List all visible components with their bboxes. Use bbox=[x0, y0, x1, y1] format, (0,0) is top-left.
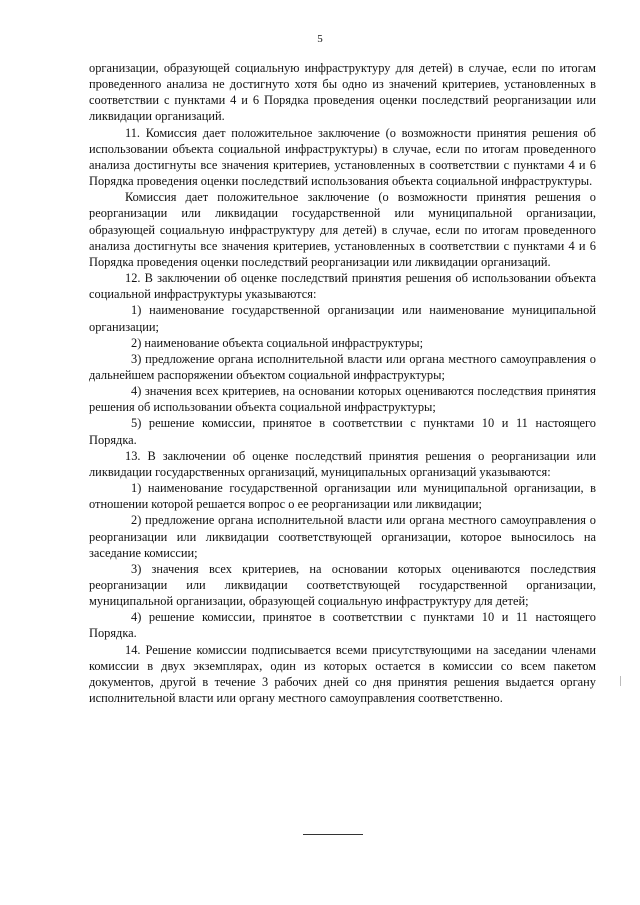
document-body bbox=[89, 60, 596, 706]
list-item-12-5: 5) решение комиссии, принятое в соответствии с пунктами 10 и 11 настоящего Порядка. bbox=[89, 416, 596, 447]
list-item-12-3: 3) предложение органа исполнительной власти или органа местного самоуправления о дальнейшем распоряжении объектом социальной инфраструктуры; bbox=[89, 351, 596, 382]
paragraph-continuation: организации, образующей социальную инфраструктуру для детей) в случае, если по итогам проведенного анализа не достигнуто хотя бы одно из значений критериев, установленных в соответствии с пунктами 4 и 6 Порядка проведения оценки последствий реорганизации или ликвидации организаций. bbox=[89, 61, 596, 124]
paragraph-clause-11: 11. Комиссия дает положительное заключение (о возможности принятия решения об использовании объекта социальной инфраструктуры) в случае, если по итогам проведенного анализа достигнуты все значения критериев, установленных в соответствии с пунктами 4 и 6 Порядка проведения оценки последствий использования объекта социальной инфраструктуры. bbox=[89, 125, 596, 189]
end-of-document-rule bbox=[303, 834, 363, 835]
page-number: 5 bbox=[317, 33, 323, 45]
paragraph-clause-11-second: Комиссия дает положительное заключение (о возможности принятия решения о реорганизации или ликвидации государственной или муниципальной организации, образующей социальную инфраструктуру для детей) в случае, если по итогам проведенного анализа достигнуты все значения критериев, установленных в соответствии с пунктами 4 и 6 Порядка проведения оценки последствий реорганизации или ликвидации организаций. bbox=[89, 190, 596, 269]
list-item-12-2: 2) наименование объекта социальной инфраструктуры; bbox=[131, 335, 424, 350]
paragraph-clause-13: 13. В заключении об оценке последствий принятия решения о реорганизации или ликвидации государственных организаций, муниципальных организаций указываются: bbox=[89, 448, 596, 479]
list-item-12-1: 1) наименование государственной организации или наименование муниципальной организации; bbox=[89, 303, 596, 334]
list-item-13-3: 3) значения всех критериев, на основании которых оцениваются последствия реорганизации или ликвидации соответствующей государственной организации, муниципальной организации, образующей социальную инфраструктуру для детей; bbox=[89, 561, 596, 609]
list-item-13-4: 4) решение комиссии, принятое в соответствии с пунктами 10 и 11 настоящего Порядка. bbox=[89, 610, 596, 641]
list-item-12-4: 4) значения всех критериев, на основании которых оцениваются последствия принятия решения об использовании объекта социальной инфраструктуры; bbox=[89, 384, 596, 415]
scan-edge-mark bbox=[620, 676, 621, 686]
paragraph-clause-12: 12. В заключении об оценке последствий принятия решения об использовании объекта социальной инфраструктуры указываются: bbox=[89, 271, 596, 302]
list-item-13-1: 1) наименование государственной организации или муниципальной организации, в отношении которой решается вопрос о ее реорганизации или ликвидации; bbox=[89, 481, 596, 512]
paragraph-clause-14: 14. Решение комиссии подписывается всеми присутствующими на заседании членами комиссии в двух экземплярах, один из которых остается в комиссии со всем пакетом документов, другой в течение 3 рабочих дней со дня принятия решения выдается органу исполнительной власти или органу местного самоуправления соответственно. bbox=[89, 642, 596, 706]
list-item-13-2: 2) предложение органа исполнительной власти или органа местного самоуправления о реорганизации или ликвидации соответствующей организации, которое выносилось на заседание комиссии; bbox=[89, 513, 596, 560]
